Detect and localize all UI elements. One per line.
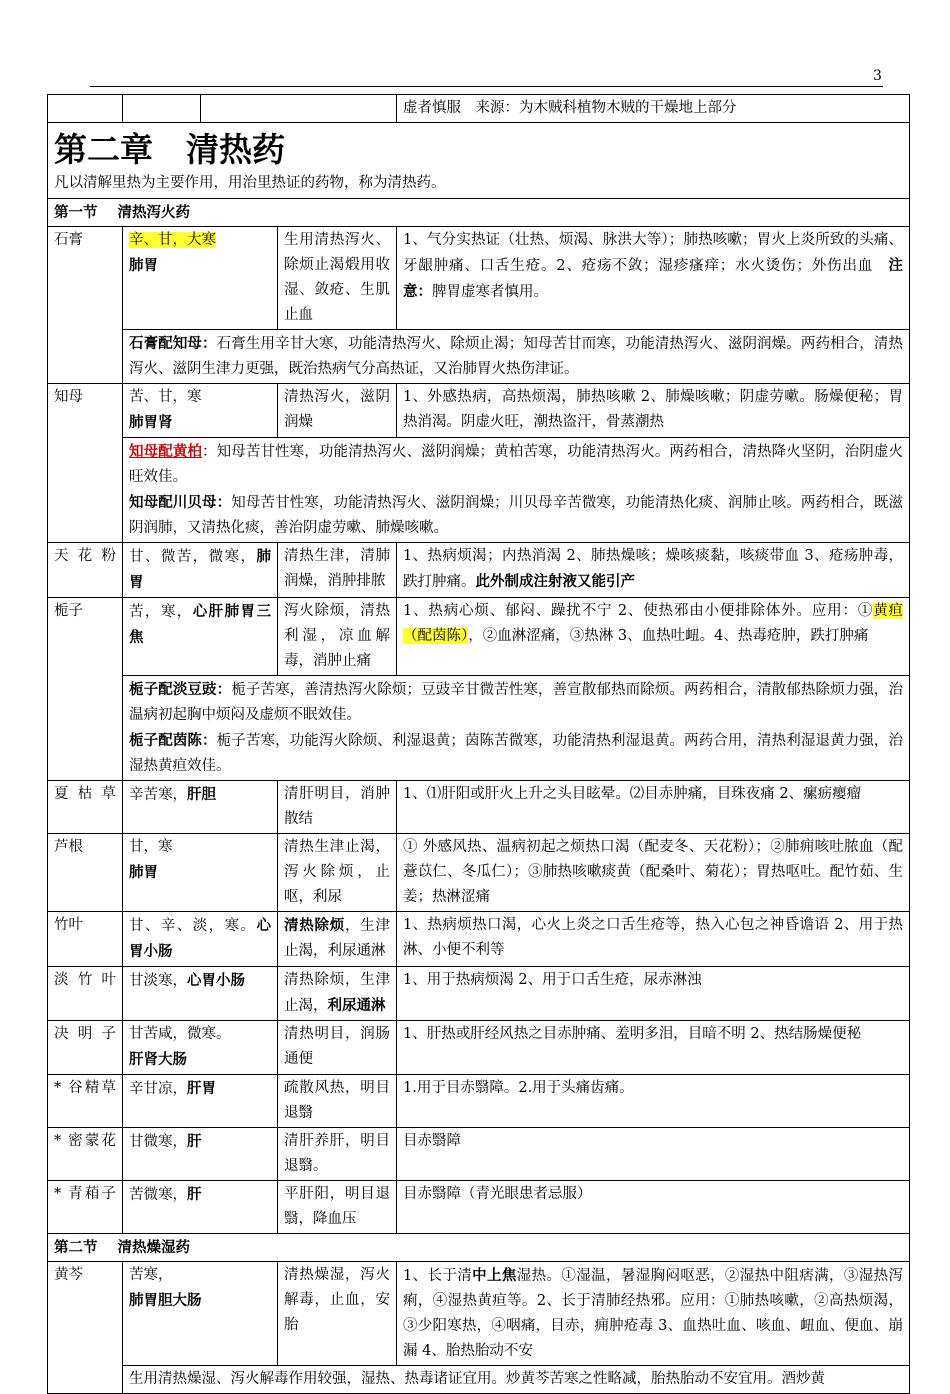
herb-usage (397, 598, 910, 676)
herb-taste (123, 1021, 278, 1075)
usage-text: ，②血淋涩痛，③热淋 3、血热吐衄。4、热毒疮肿，跌打肿痛 (468, 628, 869, 644)
herb-taste (123, 967, 278, 1021)
meridian-text: 肝胃 (187, 1080, 216, 1097)
herb-taste (123, 912, 278, 967)
usage-text: 1、长于清 (403, 1268, 473, 1284)
herb-effect: 泻火除烦，清热利湿，凉血解毒，消肿止痛 (278, 598, 397, 676)
herb-effect: 清热泻火，滋阴润燥 (278, 384, 397, 438)
meridian-text: 肺胃 (129, 257, 158, 274)
pairing-label: 石膏配知母： (129, 335, 217, 352)
usage-highlight: 黄疸（配茵陈） (403, 603, 904, 644)
herb-row-mimenghua (48, 1128, 910, 1181)
meridian-text: 肝胆 (187, 786, 216, 803)
herb-effect: 清肝养肝，明目退翳。 (278, 1128, 397, 1181)
taste-text: 辛甘凉， (129, 1081, 187, 1097)
taste-text: 苦，寒， (129, 604, 193, 620)
herb-effect: 清热生津，清肺润燥，消肿排脓 (278, 543, 397, 598)
taste-text: 甘苦咸，微寒。 (129, 1026, 231, 1042)
herb-name: 知母 (48, 384, 123, 543)
herb-usage: 1、肝热或肝经风热之目赤肿痛、羞明多泪，目暗不明 2、热结肠燥便秘 (397, 1021, 910, 1075)
taste-text: 辛苦寒， (129, 787, 187, 803)
herb-taste (123, 543, 278, 598)
herb-name: 天花粉 (48, 543, 123, 598)
herb-row-lugen (48, 834, 910, 912)
herb-name: 石膏 (48, 227, 123, 384)
taste-text: 苦寒， (129, 1267, 173, 1283)
section-heading-row (48, 199, 910, 227)
herb-table (47, 94, 910, 1394)
herb-usage (397, 543, 910, 598)
herb-effect: 平肝阳，明目退翳，降血压 (278, 1181, 397, 1234)
pairing-note (123, 438, 910, 543)
herb-taste (123, 1128, 278, 1181)
herb-row-xiakucao (48, 781, 910, 834)
table-row-previous (48, 95, 910, 123)
herb-row-danzhuye (48, 967, 910, 1021)
herb-name: * 谷精草 (48, 1075, 123, 1128)
herb-usage (397, 227, 910, 330)
herb-row-gujingcao (48, 1075, 910, 1128)
herb-taste (123, 781, 278, 834)
pairing-text: ：知母苦甘性寒，功能清热泻火、滋阴润燥；黄柏苦寒，功能清热泻火。两药相合，清热降火坚阴，治阴虚火旺效佳。 (129, 444, 904, 485)
header-rule (90, 86, 883, 87)
herb-effect (278, 912, 397, 967)
herb-taste (123, 1181, 278, 1234)
herb-effect: 清热燥湿，泻火解毒，止血，安胎 (278, 1262, 397, 1366)
meridian-text: 心胃小肠 (187, 972, 245, 989)
page-number: 3 (873, 68, 882, 84)
pairing-row-zhizi (48, 676, 910, 781)
herb-usage: 1、⑴肝阳或肝火上升之头目眩晕。⑵目赤肿痛，目珠夜痛 2、瘰疬瘿瘤 (397, 781, 910, 834)
herb-effect: 清热生津止渴，泻火除烦，止呕，利尿 (278, 834, 397, 912)
pairing-label: 知母配黄柏 (129, 443, 203, 460)
herb-usage: 1、外感热病，高热烦渴，肺热咳嗽 2、肺燥咳嗽；阴虚劳嗽。肠燥便秘；胃热消渴。阴虚火旺，潮热盗汗，骨蒸潮热 (397, 384, 910, 438)
herb-usage: 目赤翳障（青光眼患者忌服） (397, 1181, 910, 1234)
herb-name: 芦根 (48, 834, 123, 912)
herb-taste (123, 384, 278, 438)
usage-emphasis: 此外制成注射液又能引产 (475, 573, 636, 590)
meridian-text: 心肝肺胃三焦 (129, 603, 271, 646)
note-row-huangqin (48, 1366, 910, 1394)
meridian-text: 肺胃胆大肠 (129, 1292, 202, 1309)
herb-name: * 密蒙花 (48, 1128, 123, 1181)
herb-taste (123, 1075, 278, 1128)
pairing-row-zhimu (48, 438, 910, 543)
usage-text: 1、气分实热证（壮热、烦渴、脉洪大等）；肺热咳嗽；胃火上炎所致的头痛、牙龈肿痛、口舌生疮。2、疮疡不敛；湿疹瘙痒；水火烫伤；外伤出血 (403, 232, 904, 274)
herb-usage: 1、用于热病烦渴 2、用于口舌生疮，尿赤淋浊 (397, 967, 910, 1021)
taste-text: 甘、辛、淡，寒。 (129, 918, 257, 934)
herb-usage: ① 外感风热、温病初起之烦热口渴（配麦冬、天花粉）；②肺痈咳吐脓血（配薏苡仁、冬瓜仁）；③肺热咳嗽痰黄（配桑叶、菊花）；胃热呕吐。配竹茹、生姜；热淋涩痛 (397, 834, 910, 912)
processing-note: 生用清热燥湿、泻火解毒作用较强，湿热、热毒诸证宜用。炒黄芩苦寒之性略减，胎热胎动不安宜用。酒炒黄 (123, 1366, 910, 1394)
herb-row-jueming (48, 1021, 910, 1075)
pairing-label: 栀子配茵陈： (129, 732, 217, 749)
herb-taste (123, 227, 278, 330)
herb-row-zhizi (48, 598, 910, 676)
herb-name: 夏枯草 (48, 781, 123, 834)
meridian-text: 肝 (187, 1186, 202, 1203)
herb-taste (123, 834, 278, 912)
herb-usage: 1.用于目赤翳障。2.用于头痛齿痛。 (397, 1075, 910, 1128)
pairing-label: 知母配川贝母： (129, 494, 232, 511)
herb-usage (397, 1262, 910, 1366)
previous-herb-note: 虚者慎服 来源：为木贼科植物木贼的干燥地上部分 (397, 95, 910, 123)
section-title: 清热燥湿药 (117, 1239, 190, 1256)
taste-text: 甘微寒， (129, 1134, 187, 1150)
taste-text: 苦、甘，寒 (129, 389, 202, 405)
herb-name: 淡竹叶 (48, 967, 123, 1021)
section-number: 第一节 (54, 204, 98, 221)
herb-effect: 清热明目，润肠通便 (278, 1021, 397, 1075)
herb-name: * 青葙子 (48, 1181, 123, 1234)
pairing-text: 栀子苦寒，善清热泻火除烦；豆豉辛甘微苦性寒，善宣散郁热而除烦。两药相合，清散郁热除烦力强，治温病初起胸中烦闷及虚烦不眠效佳。 (129, 682, 904, 723)
taste-text: 甘，寒 (129, 839, 173, 855)
usage-text: 湿热。①湿温，暑湿胸闷呕恶，②湿热中阻痞满，③湿热泻痢，④湿热黄疸等。2、长于清肺经热邪。应用：①肺热咳嗽，②高热烦渴，③少阳寒热，④咽痛，目赤，痈肿疮毒 3、血热吐血、咳血、衄血、便血、崩漏 4、胎热胎动不安 (403, 1268, 904, 1359)
usage-text: 1、热病心烦、郁闷、躁扰不宁 2、使热邪由小便排除体外。应用：① (403, 603, 874, 619)
herb-row-tianhuafen (48, 543, 910, 598)
herb-row-zhuye (48, 912, 910, 967)
herb-usage: 1、热病烦热口渴，心火上炎之口舌生疮等，热入心包之神昏谵语 2、用于热淋、小便不利等 (397, 912, 910, 967)
taste-text: 甘淡寒， (129, 973, 187, 989)
usage-emphasis: 中上焦 (472, 1267, 517, 1284)
usage-text: 1、热病烦渴；内热消渴 2、肺热燥咳；燥咳痰黏，咳痰带血 3、疮疡肿毒，跌打肿痛。 (403, 548, 904, 590)
meridian-text: 肝 (187, 1133, 202, 1150)
herb-name: 栀子 (48, 598, 123, 781)
caution-label: 注意： (403, 257, 904, 300)
taste-text: 苦微寒， (129, 1187, 187, 1203)
effect-emphasis: 清热除烦 (284, 917, 346, 934)
section-heading-row (48, 1234, 910, 1262)
herb-effect: 生用清热泻火、除烦止渴煅用收湿、敛疮、生肌止血 (278, 227, 397, 330)
herb-row-qingxiangzi (48, 1181, 910, 1234)
herb-effect: 清肝明目，消肿散结 (278, 781, 397, 834)
herb-taste (123, 598, 278, 676)
effect-emphasis: 利尿通淋 (327, 997, 386, 1014)
chapter-intro: 凡以清解里热为主要作用，用治里热证的药物，称为清热药。 (54, 175, 446, 191)
meridian-text: 肝肾大肠 (129, 1051, 187, 1068)
effect-text: ，生津止渴，利尿通淋 (284, 918, 391, 959)
meridian-text: 肺胃 (129, 864, 158, 881)
pairing-text: 知母苦甘性寒，功能清热泻火、滋阴润燥；川贝母辛苦微寒，功能清热化痰、润肺止咳。两药相合，既滋阴润肺，又清热化痰，善治阴虚劳嗽、肺燥咳嗽。 (129, 495, 904, 536)
caution-text: 脾胃虚寒者慎用。 (432, 284, 549, 300)
herb-row-zhimu (48, 384, 910, 438)
meridian-text: 肺胃 (129, 548, 271, 591)
meridian-text: 心胃小肠 (129, 917, 271, 960)
meridian-text: 肺胃肾 (129, 414, 173, 431)
pairing-note (123, 330, 910, 384)
taste-text: 辛、甘，大寒 (129, 232, 216, 248)
herb-name: 决明子 (48, 1021, 123, 1075)
chapter-row (48, 123, 910, 199)
taste-text: 甘、微苦，微寒， (129, 549, 257, 565)
pairing-label: 栀子配淡豆豉： (129, 681, 232, 698)
herb-row-huangqin (48, 1262, 910, 1366)
herb-name: 竹叶 (48, 912, 123, 967)
herb-effect (278, 967, 397, 1021)
section-title: 清热泻火药 (117, 204, 190, 221)
herb-effect: 疏散风热，明目退翳 (278, 1075, 397, 1128)
pairing-row-shigao (48, 330, 910, 384)
pairing-note (123, 676, 910, 781)
herb-name: 黄芩 (48, 1262, 123, 1394)
herb-taste (123, 1262, 278, 1366)
pairing-text: 栀子苦寒，功能泻火除烦、利湿退黄；茵陈苦微寒，功能清热利湿退黄。两药合用，清热利湿退黄力强，治湿热黄疸效佳。 (129, 733, 904, 774)
section-number: 第二节 (54, 1239, 98, 1256)
herb-usage: 目赤翳障 (397, 1128, 910, 1181)
effect-text: 清热除烦，生津止渴， (284, 972, 391, 1014)
herb-row-shigao (48, 227, 910, 330)
pairing-text: 石膏生用辛甘大寒，功能清热泻火、除烦止渴；知母苦甘而寒，功能清热泻火、滋阴润燥。两药相合，清热泻火、滋阴生津力更强，既治热病气分高热证，又治肺胃火热伤津证。 (129, 336, 904, 377)
chapter-title: 第二章 清热药 (54, 130, 285, 169)
